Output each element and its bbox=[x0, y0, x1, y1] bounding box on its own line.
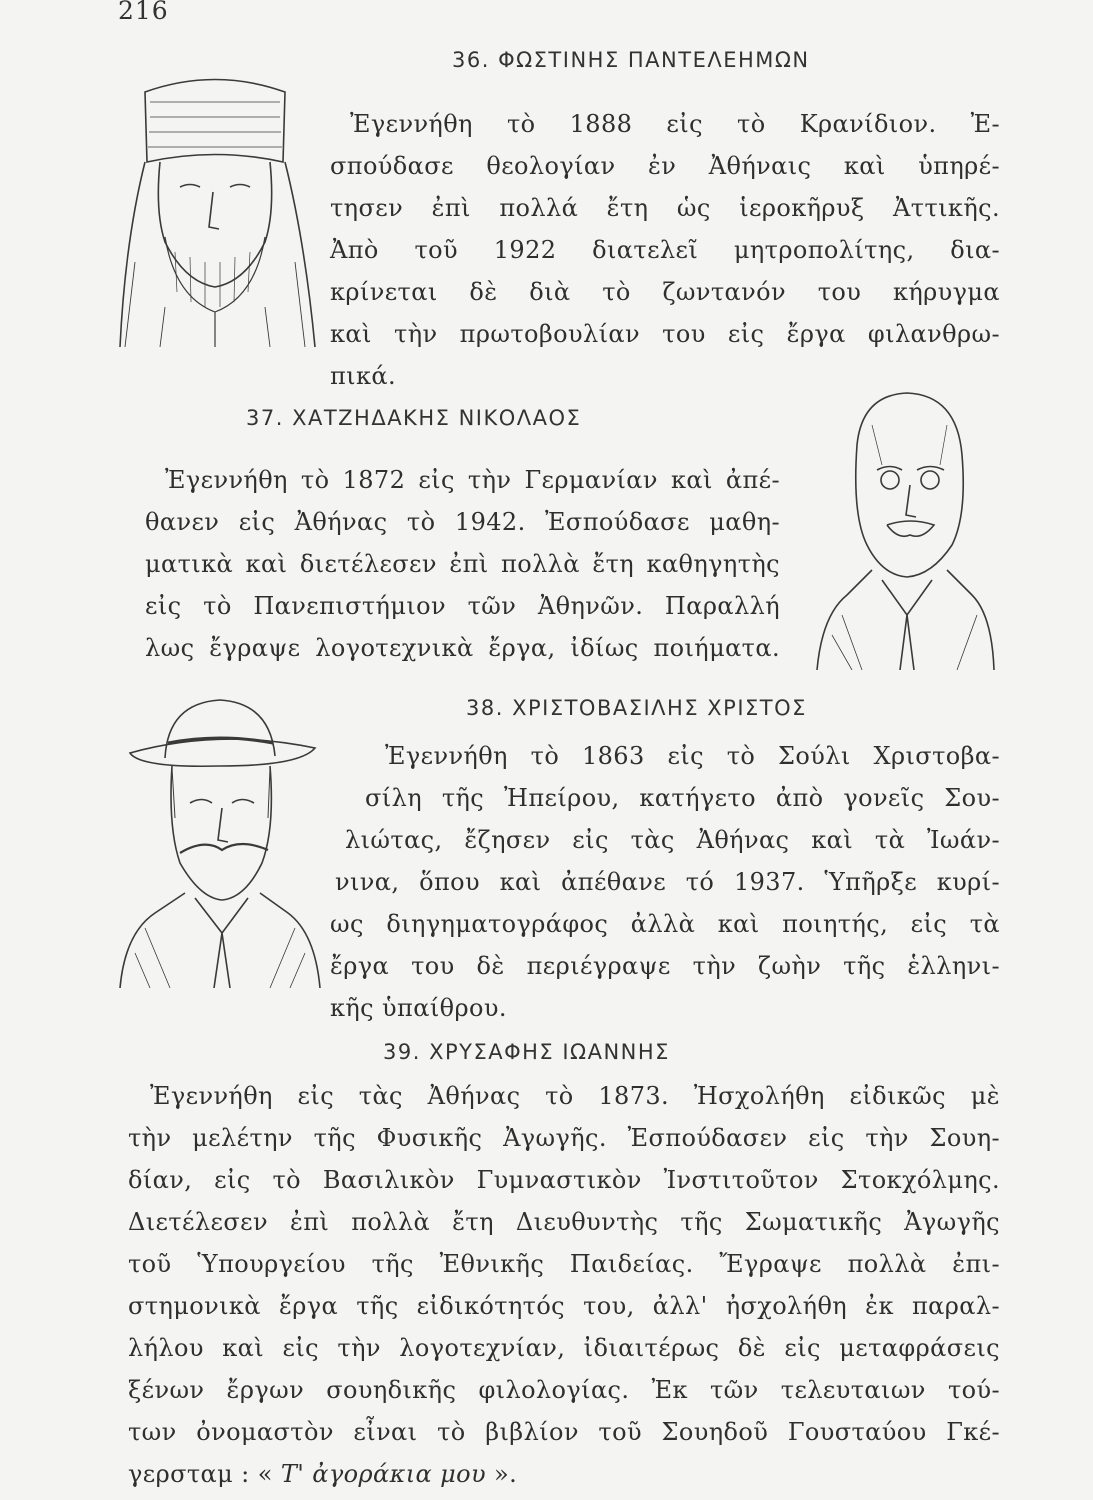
entry-39-line: δίαν, εἰς τὸ Βασιλικὸν Γυμναστικὸν Ἰνστιτοῦτον Στοκχόλμης. bbox=[128, 1166, 1000, 1194]
portrait-christovasilis bbox=[110, 688, 330, 988]
entry-38-line: λιώτας, ἔζησεν εἰς τὰς Ἀθήνας καὶ τὰ Ἰωάν- bbox=[345, 826, 1000, 854]
entry-36-line: Ἐγεννήθη τὸ 1888 εἰς τὸ Κρανίδιον. Ἐ- bbox=[350, 110, 1000, 138]
entry-37-line: θανεν εἰς Ἀθήνας τὸ 1942. Ἐσπούδασε μαθη- bbox=[145, 508, 780, 536]
entry-38-line: ἔργα του δὲ περιέγραψε τὴν ζωὴν τῆς ἑλληνι- bbox=[330, 952, 1000, 980]
entry-36-line: τησεν ἐπὶ πολλά ἔτη ὡς ἱεροκῆρυξ Ἀττικῆς. bbox=[330, 194, 1000, 222]
entry-36-line: κρίνεται δὲ διὰ τὸ ζωντανόν του κήρυγμα bbox=[330, 278, 1000, 306]
entry-39-last-line bbox=[128, 1460, 517, 1488]
entry-39-last-line-suffix: ». bbox=[494, 1460, 518, 1488]
entry-38-line: νινα, ὅπου καὶ ἀπέθανε τό 1937. Ὑπῆρξε κυρί- bbox=[335, 868, 1000, 896]
entry-37-line: ματικὰ καὶ διετέλεσεν ἐπὶ πολλὰ ἔτη καθηγητὴς bbox=[145, 550, 780, 578]
entry-38-line: Ἐγεννήθη τὸ 1863 εἰς τὸ Σούλι Χριστοβα- bbox=[385, 742, 1000, 770]
entry-39-line: Διετέλεσεν ἐπὶ πολλὰ ἔτη Διευθυντὴς τῆς Σωματικῆς Ἀγωγῆς bbox=[128, 1208, 1000, 1236]
entry-37-line: Ἐγεννήθη τὸ 1872 εἰς τὴν Γερμανίαν καὶ ἀπέ- bbox=[165, 466, 780, 494]
bald-man-portrait-drawing bbox=[812, 385, 997, 670]
bishop-portrait-drawing bbox=[105, 62, 325, 352]
entry-38-line: κῆς ὑπαίθρου. bbox=[330, 994, 507, 1022]
entry-39-heading: 39. ΧΡΥΣΑΦΗΣ ΙΩΑΝΝΗΣ bbox=[383, 1040, 670, 1064]
entry-39-line: λήλου καὶ εἰς τὴν λογοτεχνίαν, ἰδιαιτέρως δὲ εἰς μεταφράσεις bbox=[128, 1334, 1000, 1362]
entry-39-last-line-prefix: γερσταμ : « bbox=[128, 1460, 273, 1488]
portrait-chatzidakis bbox=[812, 385, 997, 670]
entry-39-line: των ὀνομαστὸν εἶναι τὸ βιβλίον τοῦ Σουηδοῦ Γουσταύου Γκέ- bbox=[128, 1418, 1000, 1446]
entry-36-line: Ἀπὸ τοῦ 1922 διατελεῖ μητροπολίτης, δια- bbox=[330, 236, 1000, 264]
entry-37-heading: 37. ΧΑΤΖΗΔΑΚΗΣ ΝΙΚΟΛΑΟΣ bbox=[246, 406, 582, 430]
entry-36-heading: 36. ΦΩΣΤΙΝΗΣ ΠΑΝΤΕΛΕΗΜΩΝ bbox=[452, 48, 810, 72]
entry-37-line: λως ἔγραψε λογοτεχνικὰ ἔργα, ἰδίως ποιήματα. bbox=[145, 634, 780, 662]
entry-39-line: Ἐγεννήθη εἰς τὰς Ἀθήνας τὸ 1873. Ἠσχολήθη εἰδικῶς μὲ bbox=[150, 1082, 1000, 1110]
entry-38-line: ως διηγηματογράφος ἀλλὰ καὶ ποιητής, εἰς τὰ bbox=[330, 910, 1000, 938]
portrait-fostinis bbox=[105, 62, 325, 352]
entry-38-heading: 38. ΧΡΙΣΤΟΒΑΣΙΛΗΣ ΧΡΙΣΤΟΣ bbox=[466, 696, 807, 720]
entry-37-line: εἰς τὸ Πανεπιστήμιον τῶν Ἀθηνῶν. Παραλλή bbox=[145, 592, 780, 620]
man-in-hat-portrait-drawing bbox=[110, 688, 330, 988]
entry-39-line: τοῦ Ὑπουργείου τῆς Ἐθνικῆς Παιδείας. Ἔγραψε πολλὰ ἐπι- bbox=[128, 1250, 1000, 1278]
page-number: 216 bbox=[118, 0, 169, 25]
book-title: Τ' ἀγοράκια μου bbox=[280, 1460, 486, 1488]
entry-36-line: καὶ τὴν πρωτοβουλίαν του εἰς ἔργα φιλανθρω- bbox=[330, 320, 1000, 348]
entry-36-line: πικά. bbox=[330, 362, 397, 390]
entry-38-line: σίλη τῆς Ἠπείρου, κατήγετο ἀπὸ γονεῖς Σου- bbox=[365, 784, 1000, 812]
entry-39-line: ξένων ἔργων σουηδικῆς φιλολογίας. Ἐκ τῶν τελευταιων τού- bbox=[128, 1376, 1000, 1404]
entry-39-line: στημονικὰ ἔργα τῆς εἰδικότητός του, ἀλλ' ἠσχολήθη ἐκ παραλ- bbox=[128, 1292, 1000, 1320]
entry-39-line: τὴν μελέτην τῆς Φυσικῆς Ἀγωγῆς. Ἐσπούδασεν εἰς τὴν Σουη- bbox=[128, 1124, 1000, 1152]
entry-36-line: σπούδασε θεολογίαν ἐν Ἀθήναις καὶ ὑπηρέ- bbox=[330, 152, 1000, 180]
